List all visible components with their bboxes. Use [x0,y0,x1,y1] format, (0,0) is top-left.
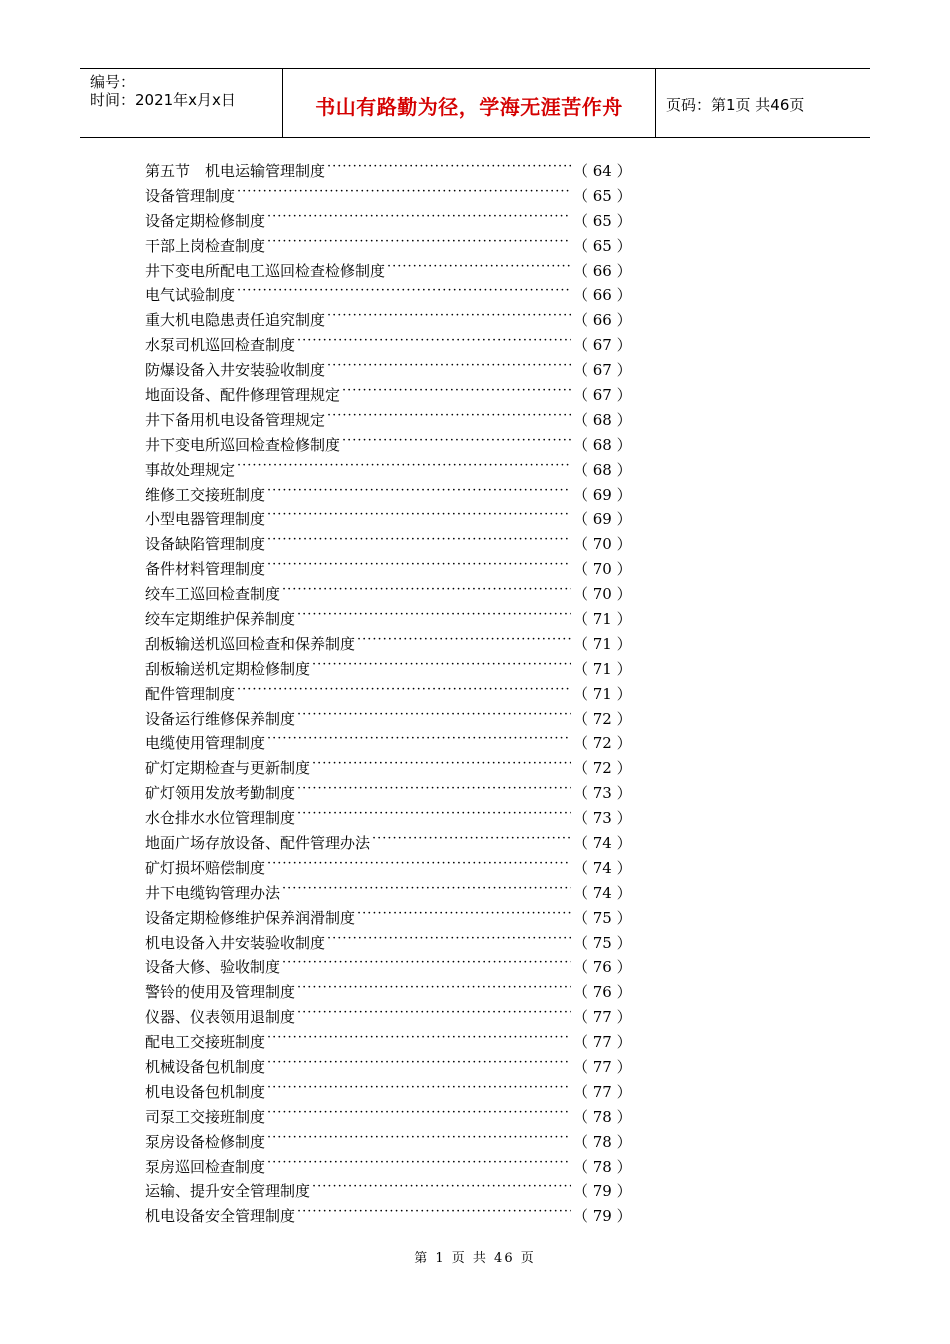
toc-leader-dots [267,1034,571,1049]
toc-entry-page: （ 69 ） [573,485,632,504]
toc-leader-dots [267,1159,571,1174]
toc-leader-dots [297,1208,571,1223]
toc-entry-title: 泵房设备检修制度 [145,1132,266,1151]
toc-entry-title: 电气试验制度 [145,286,236,305]
toc-entry-page: （ 71 ） [573,684,632,703]
toc-leader-dots [297,984,571,999]
toc-entry[interactable] [145,307,632,332]
toc-entry-title: 设备运行维修保养制度 [145,709,296,728]
header-motto-cell [283,69,656,137]
toc-entry[interactable] [145,457,632,482]
toc-leader-dots [237,462,571,477]
toc-entry[interactable] [145,830,632,855]
toc-entry-title: 设备管理制度 [145,186,236,205]
page-footer: 第 1 页 共 46 页 [414,1251,536,1266]
toc-entry-title: 泵房巡回检查制度 [145,1157,266,1176]
toc-leader-dots [327,935,571,950]
toc-entry-page: （ 67 ） [573,336,632,355]
toc-entry[interactable] [145,1054,632,1079]
toc-entry-title: 水泵司机巡回检查制度 [145,336,296,355]
toc-leader-dots [237,287,571,302]
toc-entry[interactable] [145,755,632,780]
toc-entry-title: 矿灯损坏赔偿制度 [145,858,266,877]
toc-leader-dots [267,860,571,875]
toc-entry-title: 地面广场存放设备、配件管理办法 [145,833,371,852]
toc-entry-title: 水仓排水水位管理制度 [145,809,296,828]
toc-entry-title: 事故处理规定 [145,460,236,479]
toc-entry[interactable] [145,1079,632,1104]
document-number-label: 编号： [90,73,136,91]
toc-entry-page: （ 79 ） [573,1207,632,1226]
toc-entry-title: 小型电器管理制度 [145,510,266,529]
toc-entry-page: （ 65 ） [573,211,632,230]
toc-entry-page: （ 78 ） [573,1157,632,1176]
toc-leader-dots [267,1059,571,1074]
toc-entry-page: （ 65 ） [573,186,632,205]
toc-entry-title: 机电设备包机制度 [145,1082,266,1101]
toc-entry-title: 刮板输送机定期检修制度 [145,659,311,678]
toc-entry-title: 维修工交接班制度 [145,485,266,504]
toc-entry[interactable] [145,332,632,357]
toc-entry-page: （ 64 ） [573,161,632,180]
toc-entry[interactable] [145,432,632,457]
toc-entry-title: 电缆使用管理制度 [145,734,266,753]
toc-entry-page: （ 77 ） [573,1058,632,1076]
toc-entry-title: 配件管理制度 [145,684,236,703]
toc-leader-dots [387,263,571,278]
toc-entry-page: （ 71 ） [573,634,632,653]
toc-leader-dots [342,387,571,402]
toc-entry-page: （ 77 ） [573,1082,632,1101]
toc-entry-title: 矿灯领用发放考勤制度 [145,784,296,803]
toc-entry-page: （ 74 ） [573,883,632,902]
toc-entry-page: （ 72 ） [573,734,632,753]
toc-entry-page: （ 66 ） [573,311,632,330]
toc-entry-title: 设备缺陷管理制度 [145,535,266,554]
toc-entry-page: （ 70 ） [573,560,632,579]
toc-entry-page: （ 69 ） [573,510,632,529]
toc-entry-page: （ 79 ） [573,1182,632,1201]
toc-entry-page: （ 70 ） [573,535,632,554]
toc-entry[interactable] [145,531,632,556]
toc-leader-dots [342,437,571,452]
toc-entry-title: 警铃的使用及管理制度 [145,983,296,1002]
toc-entry-page: （ 74 ） [573,858,632,877]
toc-entry[interactable] [145,506,632,531]
toc-entry[interactable] [145,681,632,706]
toc-leader-dots [267,561,571,576]
toc-entry[interactable] [145,1004,632,1029]
toc-entry-title: 设备大修、验收制度 [145,958,281,977]
toc-entry-page: （ 78 ） [573,1132,632,1151]
toc-entry-page: （ 77 ） [573,1033,632,1052]
toc-entry-title: 绞车工巡回检查制度 [145,585,281,604]
toc-entry[interactable] [145,208,632,233]
toc-leader-dots [267,1109,571,1124]
toc-entry[interactable] [145,706,632,731]
toc-entry-page: （ 75 ） [573,908,632,927]
toc-entry-title: 井下备用机电设备管理规定 [145,410,326,429]
toc-leader-dots [267,238,571,253]
toc-entry-title: 司泵工交接班制度 [145,1107,266,1126]
toc-entry-page: （ 66 ） [573,261,632,280]
toc-entry-title: 第五节 机电运输管理制度 [145,161,326,180]
toc-entry[interactable] [145,855,632,880]
toc-entry-page: （ 65 ） [573,236,632,255]
toc-entry-page: （ 76 ） [573,958,632,977]
toc-entry-title: 防爆设备入井安装验收制度 [145,361,326,380]
toc-leader-dots [267,735,571,750]
toc-entry[interactable] [145,1179,632,1204]
toc-leader-dots [267,1084,571,1099]
toc-entry-title: 干部上岗检查制度 [145,236,266,255]
toc-leader-dots [312,661,571,676]
toc-entry[interactable] [145,979,632,1004]
toc-entry[interactable] [145,656,632,681]
toc-entry[interactable] [145,482,632,507]
toc-entry-page: （ 68 ） [573,435,632,454]
toc-entry-page: （ 66 ） [573,286,632,305]
toc-leader-dots [297,611,571,626]
toc-entry-title: 机电设备安全管理制度 [145,1207,296,1226]
toc-entry[interactable] [145,407,632,432]
toc-leader-dots [312,760,571,775]
toc-entry-title: 配电工交接班制度 [145,1033,266,1052]
toc-entry[interactable] [145,805,632,830]
toc-leader-dots [267,487,571,502]
toc-entry-title: 运输、提升安全管理制度 [145,1182,311,1201]
header-page-cell [656,69,870,137]
toc-leader-dots [357,636,571,651]
toc-entry-title: 机械设备包机制度 [145,1058,266,1076]
header-meta-cell [80,69,283,137]
toc-entry-title: 井下变电所巡回检查检修制度 [145,435,341,454]
toc-entry-title: 机电设备入井安装验收制度 [145,933,326,952]
toc-leader-dots [282,959,571,974]
toc-leader-dots [327,412,571,427]
toc-leader-dots [327,312,571,327]
toc-entry-title: 绞车定期维护保养制度 [145,609,296,628]
toc-entry-title: 重大机电隐患责任追究制度 [145,311,326,330]
toc-entry[interactable] [145,880,632,905]
toc-entry[interactable] [145,955,632,980]
toc-entry[interactable] [145,606,632,631]
toc-entry-page: （ 67 ） [573,385,632,404]
toc-entry[interactable] [145,631,632,656]
toc-entry[interactable] [145,905,632,930]
toc-entry-title: 刮板输送机巡回检查和保养制度 [145,634,356,653]
toc-entry-title: 备件材料管理制度 [145,560,266,579]
toc-entry[interactable] [145,780,632,805]
toc-leader-dots [357,910,571,925]
document-date: 时间：2021年x月x日 [90,91,236,109]
toc-entry-page: （ 68 ） [573,410,632,429]
toc-entry[interactable] [145,258,632,283]
toc-entry-page: （ 68 ） [573,460,632,479]
toc-entry-page: （ 71 ） [573,659,632,678]
toc-leader-dots [237,686,571,701]
toc-leader-dots [327,362,571,377]
toc-entry-page: （ 67 ） [573,361,632,380]
toc-entry[interactable] [145,730,632,755]
toc-entry[interactable] [145,1029,632,1054]
toc-entry-page: （ 74 ） [573,833,632,852]
toc-leader-dots [267,213,571,228]
toc-entry-title: 设备定期检修制度 [145,211,266,230]
toc-leader-dots [297,337,571,352]
toc-leader-dots [327,163,571,178]
toc-entry-page: （ 75 ） [573,933,632,952]
toc-entry[interactable] [145,1203,632,1228]
toc-entry-title: 井下变电所配电工巡回检查检修制度 [145,261,386,280]
page-header [80,68,870,138]
toc-leader-dots [297,785,571,800]
toc-leader-dots [297,1009,571,1024]
toc-entry[interactable] [145,1154,632,1179]
toc-entry-title: 地面设备、配件修理管理规定 [145,385,341,404]
toc-entry-page: （ 73 ） [573,784,632,803]
toc-leader-dots [297,711,571,726]
toc-leader-dots [297,810,571,825]
toc-entry[interactable] [145,233,632,258]
toc-entry-page: （ 70 ） [573,585,632,604]
toc-entry-page: （ 71 ） [573,609,632,628]
toc-leader-dots [282,885,571,900]
toc-entry-page: （ 73 ） [573,809,632,828]
toc-entry-title: 设备定期检修维护保养润滑制度 [145,908,356,927]
toc-entry-title: 井下电缆钩管理办法 [145,883,281,902]
toc-entry[interactable] [145,1129,632,1154]
toc-entry-page: （ 76 ） [573,983,632,1002]
toc-entry-page: （ 72 ） [573,709,632,728]
toc-leader-dots [267,536,571,551]
toc-entry[interactable] [145,282,632,307]
toc-leader-dots [312,1183,571,1198]
toc-leader-dots [282,586,571,601]
table-of-contents [145,158,632,1228]
toc-leader-dots [267,1134,571,1149]
toc-entry[interactable] [145,1104,632,1129]
toc-entry[interactable] [145,930,632,955]
toc-entry[interactable] [145,183,632,208]
toc-entry-page: （ 72 ） [573,759,632,778]
toc-entry[interactable] [145,357,632,382]
toc-entry-title: 矿灯定期检查与更新制度 [145,759,311,778]
toc-entry[interactable] [145,581,632,606]
toc-entry[interactable] [145,556,632,581]
toc-leader-dots [237,188,571,203]
header-page-info: 页码：第1页 共46页 [666,95,805,114]
toc-entry[interactable] [145,158,632,183]
header-motto: 书山有路勤为径，学海无涯苦作舟 [315,94,623,119]
toc-entry-page: （ 77 ） [573,1008,632,1027]
toc-leader-dots [267,511,571,526]
toc-entry-page: （ 78 ） [573,1107,632,1126]
toc-leader-dots [372,835,571,850]
toc-entry[interactable] [145,382,632,407]
toc-entry-title: 仪器、仪表领用退制度 [145,1008,296,1027]
